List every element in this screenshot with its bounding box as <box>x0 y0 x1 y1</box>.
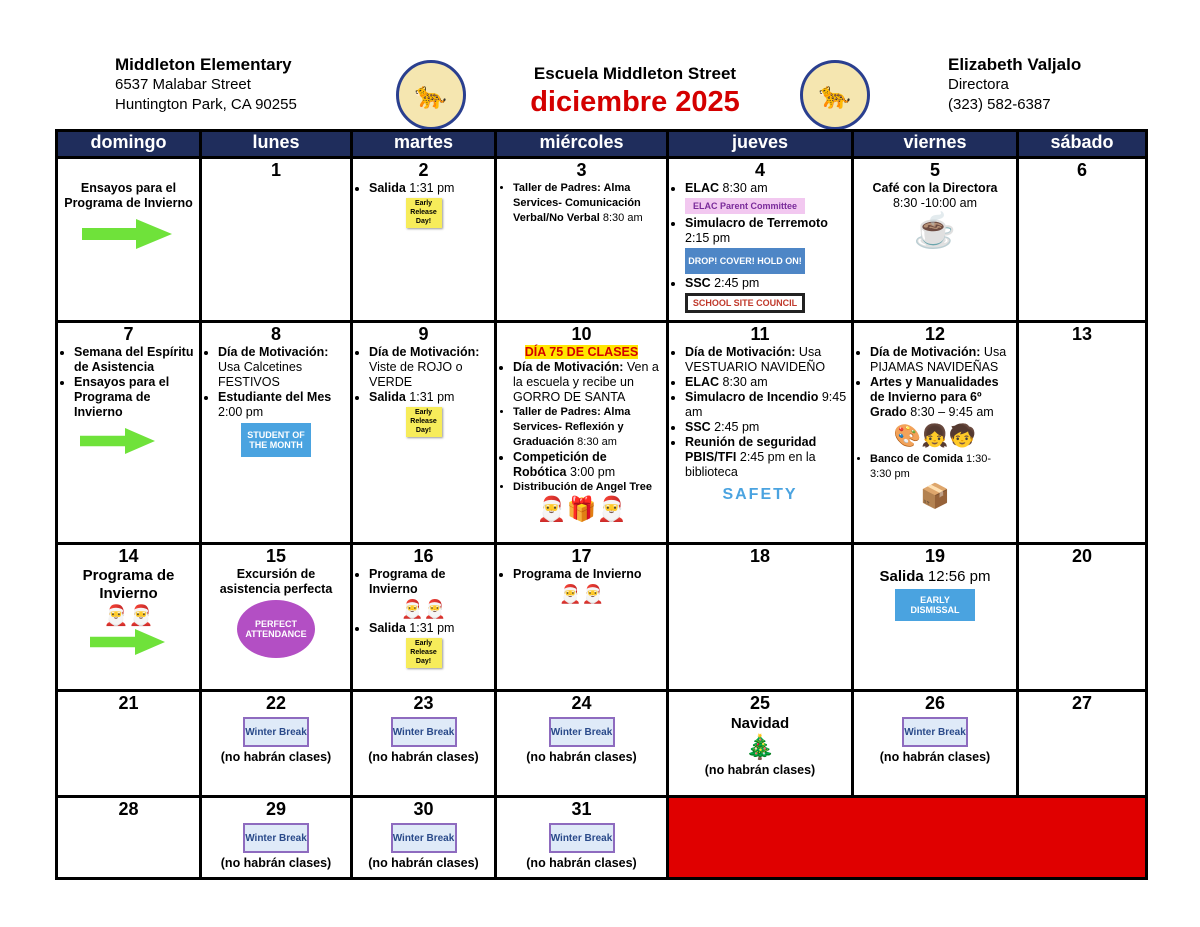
day-cell: 30 Winter Break (no habrán clases) <box>352 797 496 879</box>
day-cell: 9 • Día de Motivación: Viste de ROJO o VERDE • Salida 1:31 pm Early Release Day! <box>352 322 496 544</box>
early-release-note: Early Release Day! <box>406 407 442 437</box>
event: Navidad <box>730 715 790 732</box>
weekday: sábado <box>1018 131 1147 158</box>
event: • Día de Motivación: Usa Calcetines FESTIVOS <box>218 345 346 390</box>
event: • Simulacro de Incendio 9:45 am <box>685 390 847 420</box>
day-cell: 6 <box>1018 158 1147 322</box>
weekday: jueves <box>668 131 853 158</box>
arrow-icon <box>80 428 155 454</box>
day-cell-empty <box>57 158 201 322</box>
day-cell: 18 <box>668 544 853 691</box>
day-cell: 12 • Día de Motivación: Usa PIJAMAS NAVIDEÑAS • Artes y Manualidades de Invierno para 6º Grado 8:30 – 9:45 am 🎨👧🧒 • Banco de Comida 1:30-3:30 pm 📦 <box>853 322 1018 544</box>
choir-image: 🎅🎅 <box>103 605 154 627</box>
kids-crafts-image: 🎨👧🧒 <box>893 423 977 448</box>
week-row <box>57 158 1147 322</box>
food-box-image: 📦 <box>920 483 950 510</box>
safety-image: SAFETY <box>722 486 798 503</box>
event: • Salida 1:31 pm <box>369 621 490 636</box>
weekday: lunes <box>201 131 352 158</box>
day-cell: 10 DÍA 75 DE CLASES • Día de Motivación: Ven a la escuela y recibe un GORRO DE SANTA • Taller de Padres: Alma Services- Reflexión y Graduación 8:30 am • Competición de Robótica 3:00 pm • Distribución de Angel Tree 🎅🎁🎅 <box>496 322 668 544</box>
event: Salida 12:56 pm <box>879 568 991 585</box>
event: • Día de Motivación: Usa PIJAMAS NAVIDEÑAS <box>870 345 1012 375</box>
winter-break-image: Winter Break <box>391 823 457 853</box>
day-cell: 14 Programa de Invierno 🎅🎅 <box>57 544 201 691</box>
event: • Programa de Invierno <box>369 567 490 597</box>
no-class-note: (no habrán clases) <box>704 763 816 777</box>
day-cell: 8 • Día de Motivación: Usa Calcetines FESTIVOS • Estudiante del Mes 2:00 pm STUDENT OF THE MONTH <box>201 322 352 544</box>
no-class-note: (no habrán clases) <box>368 750 479 764</box>
event: Café con la Directora <box>872 181 998 195</box>
weekday: domingo <box>57 131 201 158</box>
winter-break-image: Winter Break <box>243 823 309 853</box>
choir-image: 🎅🎅 <box>401 599 446 619</box>
day-cell: 28 <box>57 797 201 879</box>
event: • Competición de Robótica 3:00 pm <box>513 450 662 480</box>
event: • Ensayos para el Programa de Invierno <box>74 375 195 420</box>
event: Excursión de asistencia perfecta <box>219 567 333 596</box>
school-logo-right: 🐆 <box>800 60 870 130</box>
day-cell: 3 • Taller de Padres: Alma Services- Comunicación Verbal/No Verbal 8:30 am <box>496 158 668 322</box>
winter-break-image: Winter Break <box>549 717 615 747</box>
winter-break-image: Winter Break <box>902 717 968 747</box>
principal-name: Elizabeth Valjalo <box>948 55 1082 74</box>
day-cell: 4 • ELAC 8:30 am ELAC Parent Committee • Simulacro de Terremoto 2:15 pm DROP! COVER! HOLD ON! • SSC 2:45 pm SCHOOL SITE COUNCIL <box>668 158 853 322</box>
perfect-attendance-balloon: PERFECT ATTENDANCE <box>237 600 315 658</box>
day-cell: 2 • Salida 1:31 pm Early Release Day! <box>352 158 496 322</box>
day-cell: 24 Winter Break (no habrán clases) <box>496 691 668 797</box>
school-name: Middleton Elementary <box>115 55 292 74</box>
event: • Salida 1:31 pm <box>369 181 490 196</box>
choir-image: 🎅🎅 <box>559 584 604 604</box>
day-cell: 31 Winter Break (no habrán clases) <box>496 797 668 879</box>
day-count-highlight: DÍA 75 DE CLASES <box>524 345 639 359</box>
event: • Artes y Manualidades de Invierno para 6º Grado 8:30 – 9:45 am <box>870 375 1012 420</box>
no-class-note: (no habrán clases) <box>220 856 332 870</box>
event: • Taller de Padres: Alma Services- Reflexión y Graduación 8:30 am <box>513 405 662 450</box>
day-cell: 26 Winter Break (no habrán clases) <box>853 691 1018 797</box>
early-dismissal-image: EARLY DISMISSAL <box>895 589 975 621</box>
day-cell: 13 <box>1018 322 1147 544</box>
day-cell: 17 • Programa de Invierno 🎅🎅 <box>496 544 668 691</box>
event: • ELAC 8:30 am ELAC Parent Committee <box>685 181 847 214</box>
week-row <box>57 544 1147 691</box>
day-cell: 27 <box>1018 691 1147 797</box>
day-cell: 5 Café con la Directora 8:30 -10:00 am ☕ <box>853 158 1018 322</box>
event: • Día de Motivación: Ven a la escuela y recibe un GORRO DE SANTA <box>513 360 662 405</box>
day-cell: 19 Salida 12:56 pm EARLY DISMISSAL <box>853 544 1018 691</box>
month-title: diciembre 2025 <box>530 86 740 118</box>
event: • Taller de Padres: Alma Services- Comunicación Verbal/No Verbal 8:30 am <box>513 181 662 226</box>
no-class-note: (no habrán clases) <box>368 856 479 870</box>
school-logo-left: 🐆 <box>396 60 466 130</box>
day-cell: 29 Winter Break (no habrán clases) <box>201 797 352 879</box>
coffee-icon: ☕ <box>913 212 957 250</box>
day-cell: 11 • Día de Motivación: Usa VESTUARIO NAVIDEÑO • ELAC 8:30 am • Simulacro de Incendio 9:45 am • SSC 2:45 pm • Reunión de seguridad PBIS/TFI 2:45 pm en la biblioteca SAFETY <box>668 322 853 544</box>
event: • Simulacro de Terremoto 2:15 pm DROP! COVER! HOLD ON! <box>685 216 847 274</box>
day-cell: 1 <box>201 158 352 322</box>
event: • Banco de Comida 1:30-3:30 pm <box>870 452 1012 482</box>
week-row <box>57 691 1147 797</box>
event: Programa de Invierno <box>82 567 175 602</box>
principal-phone: (323) 582-6387 <box>948 96 1051 113</box>
event: • Día de Motivación: Usa VESTUARIO NAVIDEÑO <box>685 345 847 375</box>
filler-red-block <box>668 797 1147 879</box>
school-info <box>115 55 297 115</box>
ssc-image: SCHOOL SITE COUNCIL <box>685 293 805 313</box>
day-cell: 25 Navidad 🎄 (no habrán clases) <box>668 691 853 797</box>
elac-image: ELAC Parent Committee <box>685 198 805 214</box>
event: • Reunión de seguridad PBIS/TFI 2:45 pm en la biblioteca <box>685 435 847 480</box>
event: • Estudiante del Mes 2:00 pm <box>218 390 346 420</box>
title-block <box>500 64 770 120</box>
christmas-tree-image: 🎄 <box>745 734 775 761</box>
student-of-month-image: STUDENT OF THE MONTH <box>241 423 311 457</box>
weekday: viernes <box>853 131 1018 158</box>
week-row <box>57 797 1147 879</box>
early-release-note: Early Release Day! <box>406 638 442 668</box>
event: • Programa de Invierno <box>513 567 662 582</box>
weekday: martes <box>352 131 496 158</box>
weekday-header <box>57 131 1147 158</box>
event: • Salida 1:31 pm <box>369 390 490 405</box>
school-city: Huntington Park, CA 90255 <box>115 96 297 113</box>
day-cell: 23 Winter Break (no habrán clases) <box>352 691 496 797</box>
event-time: 8:30 -10:00 am <box>892 196 978 210</box>
event: • SSC 2:45 pm <box>685 420 847 435</box>
arrow-icon <box>90 629 165 655</box>
winter-break-image: Winter Break <box>243 717 309 747</box>
day-cell: 20 <box>1018 544 1147 691</box>
early-release-note: Early Release Day! <box>406 198 442 228</box>
arrow-icon <box>82 219 172 249</box>
day-cell: 22 Winter Break (no habrán clases) <box>201 691 352 797</box>
school-street: 6537 Malabar Street <box>115 76 251 93</box>
day-cell: 21 <box>57 691 201 797</box>
subtitle: Escuela Middleton Street <box>533 64 737 83</box>
event: • Distribución de Angel Tree <box>513 480 662 495</box>
day-cell: 16 • Programa de Invierno 🎅🎅 • Salida 1:31 pm Early Release Day! <box>352 544 496 691</box>
week-row <box>57 322 1147 544</box>
calendar-grid <box>55 129 1148 880</box>
no-class-note: (no habrán clases) <box>526 856 637 870</box>
principal-role: Directora <box>948 76 1009 93</box>
no-class-note: (no habrán clases) <box>220 750 332 764</box>
drop-cover-hold-image: DROP! COVER! HOLD ON! <box>685 248 805 274</box>
christmas-kids-image: 🎅🎁🎅 <box>536 496 627 523</box>
event: • Semana del Espíritu de Asistencia <box>74 345 195 375</box>
day-cell: 15 Excursión de asistencia perfecta PERFECT ATTENDANCE <box>201 544 352 691</box>
winter-break-image: Winter Break <box>391 717 457 747</box>
event: • ELAC 8:30 am <box>685 375 847 390</box>
event: Ensayos para el Programa de Invierno <box>64 181 193 210</box>
no-class-note: (no habrán clases) <box>526 750 637 764</box>
weekday: miércoles <box>496 131 668 158</box>
day-cell: 7 • Semana del Espíritu de Asistencia • Ensayos para el Programa de Invierno <box>57 322 201 544</box>
winter-break-image: Winter Break <box>549 823 615 853</box>
event: • Día de Motivación: Viste de ROJO o VERDE <box>369 345 490 390</box>
no-class-note: (no habrán clases) <box>879 750 991 764</box>
principal-info <box>948 55 1081 115</box>
event: • SSC 2:45 pm SCHOOL SITE COUNCIL <box>685 276 847 313</box>
